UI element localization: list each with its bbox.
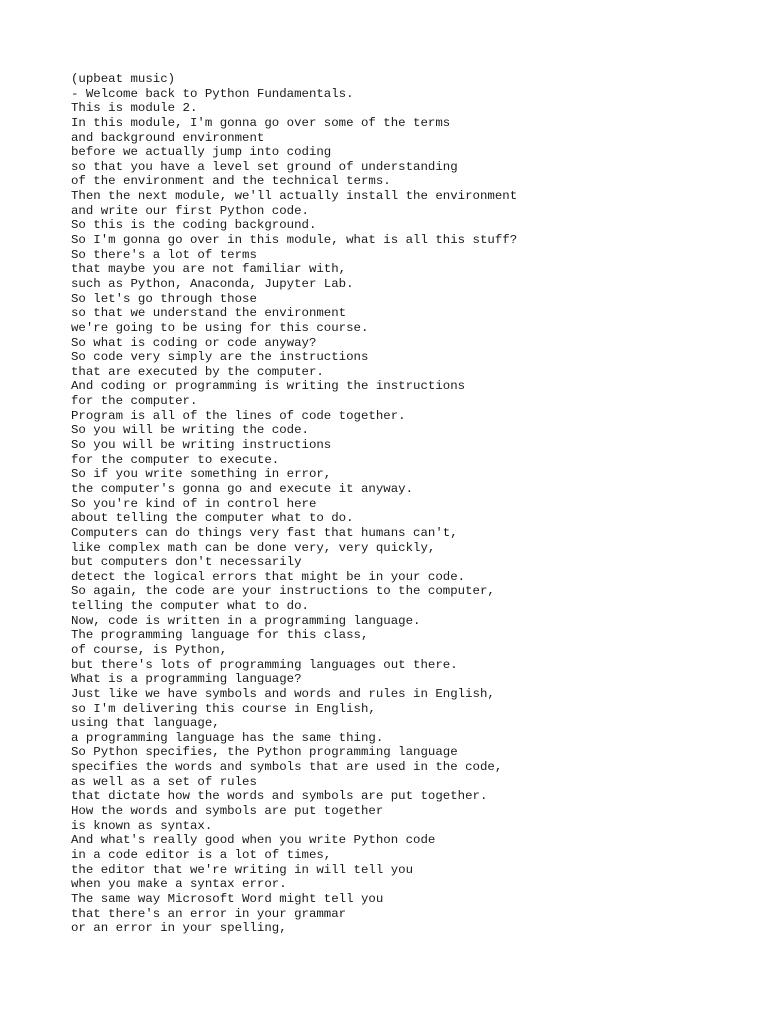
transcript-line: specifies the words and symbols that are used in the code,	[71, 760, 503, 775]
transcript-line: or an error in your spelling,	[71, 921, 287, 936]
transcript-line: when you make a syntax error.	[71, 877, 287, 892]
transcript-line: How the words and symbols are put together	[71, 804, 384, 819]
transcript-line: and write our first Python code.	[71, 203, 309, 218]
transcript-line: Program is all of the lines of code together.	[71, 408, 406, 423]
transcript-line: So let's go through those	[71, 291, 257, 306]
transcript-line: Now, code is written in a programming language.	[71, 613, 421, 628]
transcript-line: the computer's gonna go and execute it anyway.	[71, 481, 414, 496]
transcript-line: of course, is Python,	[71, 642, 228, 657]
transcript-line: that maybe you are not familiar with,	[71, 262, 347, 277]
transcript-line: and background environment	[71, 130, 265, 145]
transcript-line: So there's a lot of terms	[71, 247, 257, 262]
transcript-line: This is module 2.	[71, 101, 198, 116]
transcript-line: Just like we have symbols and words and rules in English,	[71, 686, 495, 701]
transcript-line: The same way Microsoft Word might tell you	[71, 891, 384, 906]
transcript-line: So you're kind of in control here	[71, 496, 317, 511]
transcript-text	[71, 72, 517, 936]
transcript-line: telling the computer what to do.	[71, 599, 309, 614]
transcript-line: like complex math can be done very, very quickly,	[71, 540, 436, 555]
transcript-line: in a code editor is a lot of times,	[71, 847, 332, 862]
transcript-line: a programming language has the same thing.	[71, 730, 384, 745]
transcript-line: that dictate how the words and symbols are put together.	[71, 789, 488, 804]
transcript-line: What is a programming language?	[71, 672, 302, 687]
transcript-line: So you will be writing instructions	[71, 438, 332, 453]
transcript-line: And what's really good when you write Python code	[71, 833, 436, 848]
transcript-line: Computers can do things very fast that humans can't,	[71, 525, 458, 540]
transcript-line: for the computer to execute.	[71, 452, 280, 467]
transcript-line: In this module, I'm gonna go over some of the terms	[71, 115, 451, 130]
transcript-line: that there's an error in your grammar	[71, 906, 347, 921]
transcript-line: of the environment and the technical terms.	[71, 174, 391, 189]
transcript-line: that are executed by the computer.	[71, 364, 324, 379]
transcript-line: So code very simply are the instructions	[71, 350, 369, 365]
transcript-line: the editor that we're writing in will tell you	[71, 862, 414, 877]
transcript-line: Then the next module, we'll actually install the environment	[71, 189, 518, 204]
transcript-line: - Welcome back to Python Fundamentals.	[71, 86, 354, 101]
transcript-line: detect the logical errors that might be in your code.	[71, 569, 466, 584]
transcript-line: And coding or programming is writing the instructions	[71, 379, 466, 394]
transcript-line: So if you write something in error,	[71, 467, 332, 482]
transcript-line: So what is coding or code anyway?	[71, 335, 317, 350]
transcript-line: we're going to be using for this course.	[71, 320, 369, 335]
transcript-line: So this is the coding background.	[71, 218, 317, 233]
transcript-line: before we actually jump into coding	[71, 145, 332, 160]
transcript-line: for the computer.	[71, 394, 198, 409]
transcript-line: about telling the computer what to do.	[71, 511, 354, 526]
transcript-line: such as Python, Anaconda, Jupyter Lab.	[71, 276, 354, 291]
transcript-line: So again, the code are your instructions to the computer,	[71, 584, 495, 599]
transcript-line: So you will be writing the code.	[71, 423, 309, 438]
transcript-line: so that we understand the environment	[71, 306, 347, 321]
transcript-line: So Python specifies, the Python programming language	[71, 745, 458, 760]
transcript-line: is known as syntax.	[71, 818, 213, 833]
transcript-line: so I'm delivering this course in English,	[71, 701, 376, 716]
transcript-line: The programming language for this class,	[71, 628, 369, 643]
transcript-line: So I'm gonna go over in this module, what is all this stuff?	[71, 233, 518, 248]
transcript-line: using that language,	[71, 716, 220, 731]
transcript-line: but there's lots of programming languages out there.	[71, 657, 458, 672]
transcript-line: but computers don't necessarily	[71, 555, 302, 570]
transcript-line: as well as a set of rules	[71, 774, 257, 789]
transcript-line: so that you have a level set ground of understanding	[71, 159, 458, 174]
transcript-line: (upbeat music)	[71, 72, 176, 86]
